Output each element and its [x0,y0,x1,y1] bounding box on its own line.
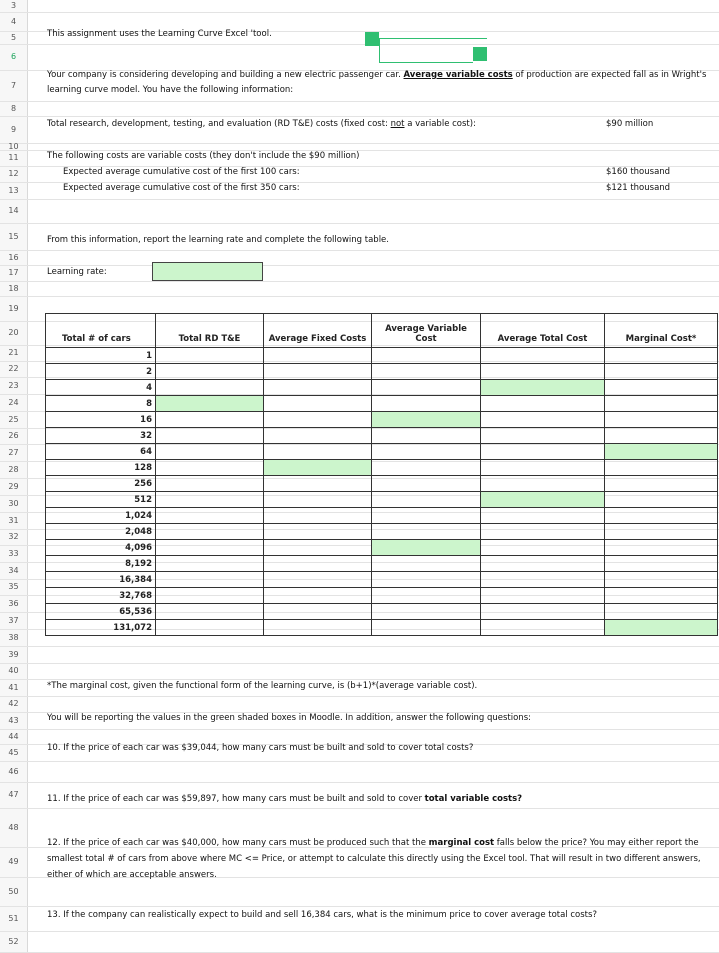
table-cell[interactable] [605,364,718,380]
table-cell[interactable] [264,604,372,620]
table-row [46,540,718,556]
row-divider [0,199,719,200]
table-cell[interactable] [156,540,264,556]
variable-cost-2-label: Expected average cumulative cost of the first 350 cars: [63,183,300,193]
row-number[interactable]: 30 [8,498,19,508]
table-cell[interactable] [481,620,605,636]
row-number[interactable]: 38 [8,632,19,642]
table-cell[interactable] [372,460,481,476]
table-cell[interactable] [372,604,481,620]
cost-table [45,313,718,636]
table-cell[interactable] [264,380,372,396]
table-cell[interactable] [481,588,605,604]
table-cell[interactable] [156,588,264,604]
table-cell[interactable] [156,524,264,540]
table-cell[interactable] [264,524,372,540]
row-divider [0,265,719,266]
answer-cell[interactable] [605,620,718,636]
row-divider [0,761,719,762]
column-header: Average Total Cost [481,314,605,348]
answer-cell[interactable] [372,540,481,556]
table-cell[interactable] [264,396,372,412]
row-number[interactable]: 14 [8,206,19,215]
table-cell[interactable] [481,604,605,620]
table-cell[interactable] [156,604,264,620]
table-cell[interactable] [156,556,264,572]
answer-cell[interactable] [156,396,264,412]
table-cell[interactable] [264,588,372,604]
table-row [46,348,718,364]
table-cell[interactable] [156,428,264,444]
row-number[interactable]: 51 [8,913,19,923]
row-number[interactable]: 27 [8,447,19,457]
table-row [46,572,718,588]
table-cell[interactable] [605,524,718,540]
table-row [46,620,718,636]
row-divider [0,223,719,224]
row-number[interactable]: 25 [8,414,19,424]
row-number[interactable]: 15 [8,231,19,241]
row-number[interactable]: 39 [8,649,19,659]
row-divider [0,679,719,680]
cars-cell: 2,048 [46,524,156,540]
cars-cell: 4 [46,380,156,396]
row-number[interactable]: 37 [8,615,19,625]
table-cell[interactable] [481,396,605,412]
row-number[interactable]: 47 [8,790,19,799]
row-divider [0,729,719,730]
row-number[interactable]: 43 [8,715,19,725]
column-header: Marginal Cost* [605,314,718,348]
table-cell[interactable] [264,444,372,460]
cars-cell: 32 [46,428,156,444]
question-10: 10. If the price of each car was $39,044, how many cars must be built and sold to cover total costs? [47,743,474,753]
row-number[interactable]: 3 [10,1,17,10]
table-cell[interactable] [605,476,718,492]
row-number[interactable]: 20 [8,328,19,337]
table-cell[interactable] [372,588,481,604]
cars-cell: 65,536 [46,604,156,620]
column-header: Average Fixed Costs [264,314,372,348]
table-cell[interactable] [264,348,372,364]
table-cell[interactable] [481,428,605,444]
row-number[interactable]: 34 [8,565,19,575]
table-row [46,492,718,508]
table-cell[interactable] [372,492,481,508]
cars-cell: 128 [46,460,156,476]
table-row [46,588,718,604]
fixed-cost-value: $90 million [606,119,654,129]
row-number[interactable]: 48 [8,822,19,832]
table-cell[interactable] [481,524,605,540]
row-number[interactable]: 32 [8,532,19,541]
row-number[interactable]: 41 [8,682,19,692]
table-cell[interactable] [372,428,481,444]
row-number[interactable]: 11 [8,153,19,162]
table-cell[interactable] [156,412,264,428]
table-cell[interactable] [372,380,481,396]
row-number[interactable]: 26 [8,431,19,440]
reporting-note: You will be reporting the values in the green shaded boxes in Moodle. In addition, answer the following questions: [47,713,531,723]
variable-cost-1-label: Expected average cumulative cost of the first 100 cars: [63,167,300,177]
row-number[interactable]: 12 [8,169,19,178]
table-cell[interactable] [481,476,605,492]
cars-cell: 2 [46,364,156,380]
variable-cost-intro: The following costs are variable costs (they don't include the $90 million) [47,151,360,161]
cars-cell: 131,072 [46,620,156,636]
table-cell[interactable] [264,412,372,428]
question-12: 12. If the price of each car was $40,000, how many cars must be produced such that the marginal cost falls below the price? You may either report the smallest total # of cars from above where MC <= Price, or attempt to calculate this directly using the Excel tool. That will result in two different answers, either of which are acceptable answers. [47,838,701,880]
row-number[interactable]: 45 [8,747,19,757]
row-divider [0,250,719,251]
table-row [46,524,718,540]
row-number[interactable]: 28 [8,464,19,474]
table-cell[interactable] [372,444,481,460]
table-cell[interactable] [264,476,372,492]
table-row [46,412,718,428]
row-number[interactable]: 8 [10,103,17,113]
cars-cell: 32,768 [46,588,156,604]
cars-cell: 4,096 [46,540,156,556]
row-divider [0,931,719,932]
row-divider [0,281,719,282]
table-cell[interactable] [264,428,372,444]
answer-cell[interactable] [372,412,481,428]
table-cell[interactable] [605,428,718,444]
table-row [46,380,718,396]
table-cell[interactable] [156,476,264,492]
table-cell[interactable] [264,572,372,588]
row-divider [0,143,719,144]
cars-cell: 16 [46,412,156,428]
row-divider [0,696,719,697]
cars-cell: 512 [46,492,156,508]
table-cell[interactable] [605,540,718,556]
question-13: 13. If the company can realistically expect to build and sell 16,384 cars, what is the minimum price to cover average total costs? [47,910,597,920]
table-cell[interactable] [481,460,605,476]
table-cell[interactable] [156,572,264,588]
row-number[interactable]: 17 [8,268,19,277]
row-number[interactable]: 4 [10,16,17,26]
table-cell[interactable] [372,524,481,540]
row-number[interactable]: 10 [8,141,19,151]
cars-cell: 256 [46,476,156,492]
table-cell[interactable] [264,540,372,556]
table-cell[interactable] [372,572,481,588]
row-divider [0,12,719,13]
row-number[interactable]: 6 [10,52,17,61]
row-number[interactable]: 46 [8,766,19,776]
cars-cell: 8 [46,396,156,412]
table-row [46,364,718,380]
table-cell[interactable] [605,588,718,604]
row-number[interactable]: 49 [8,857,19,866]
answer-cell[interactable] [264,460,372,476]
row-number[interactable]: 21 [8,348,19,357]
table-cell[interactable] [264,556,372,572]
table-cell[interactable] [481,540,605,556]
table-row [46,444,718,460]
variable-cost-2-value: $121 thousand [606,183,671,193]
row-number[interactable]: 13 [8,185,19,195]
table-row [46,428,718,444]
table-cell[interactable] [605,348,718,364]
row-number[interactable]: 40 [8,666,19,675]
column-header: Average Variable Cost [372,314,481,348]
row-divider [0,296,719,297]
answer-cell[interactable] [481,492,605,508]
cars-cell: 1,024 [46,508,156,524]
fixed-cost-label: Total research, development, testing, and evaluation (RD T&E) costs (fixed cost: not a variable cost): [47,119,476,129]
table-cell[interactable] [156,620,264,636]
column-header: Total # of cars [46,314,156,348]
row-divider [0,116,719,117]
row-number[interactable]: 7 [10,80,17,90]
footnote: *The marginal cost, given the functional form of the learning curve, is (b+1)*(average variable cost). [47,681,478,691]
paragraph-intro: Your company is considering developing and building a new electric passenger car. Average variable costs of production are expected fall as in Wright's learning curve model. You have the following information: [47,70,707,95]
table-cell[interactable] [605,380,718,396]
table-cell[interactable] [264,508,372,524]
row-number[interactable]: 42 [8,699,19,708]
table-row [46,556,718,572]
cars-cell: 64 [46,444,156,460]
row-number[interactable]: 23 [8,380,19,390]
table-header-row [46,314,718,348]
table-cell[interactable] [481,508,605,524]
table-row [46,508,718,524]
row-number[interactable]: 5 [10,32,17,42]
table-cell[interactable] [156,444,264,460]
table-cell[interactable] [605,492,718,508]
table-cell[interactable] [481,348,605,364]
table-cell[interactable] [605,508,718,524]
cars-cell: 16,384 [46,572,156,588]
row-number[interactable]: 18 [8,283,19,293]
table-cell[interactable] [156,380,264,396]
row-divider [0,44,719,45]
table-row [46,396,718,412]
table-cell[interactable] [481,412,605,428]
question-11: 11. If the price of each car was $59,897, how many cars must be built and sold to cover total variable costs? [47,794,523,804]
cars-cell: 8,192 [46,556,156,572]
row-number[interactable]: 19 [8,303,19,313]
table-cell[interactable] [481,444,605,460]
table-cell[interactable] [156,364,264,380]
table-row [46,476,718,492]
report-instruction: From this information, report the learning rate and complete the following table. [47,235,389,245]
row-divider [0,906,719,907]
table-cell[interactable] [372,396,481,412]
row-number[interactable]: 31 [8,515,19,525]
row-number[interactable]: 52 [8,936,19,946]
table-cell[interactable] [372,364,481,380]
learning-rate-input[interactable] [152,262,263,281]
table-cell[interactable] [156,508,264,524]
row-number[interactable]: 16 [8,252,19,262]
row-number[interactable]: 29 [8,481,19,491]
row-divider [0,808,719,809]
table-cell[interactable] [481,556,605,572]
row-divider [0,101,719,102]
table-cell[interactable] [372,556,481,572]
table-cell[interactable] [605,556,718,572]
variable-cost-1-value: $160 thousand [606,167,671,177]
table-row [46,460,718,476]
row-number[interactable]: 22 [8,364,19,373]
cars-cell: 1 [46,348,156,364]
table-cell[interactable] [481,364,605,380]
table-cell[interactable] [605,412,718,428]
row-divider [0,782,719,783]
table-cell[interactable] [264,620,372,636]
table-cell[interactable] [372,508,481,524]
table-cell[interactable] [605,396,718,412]
row-number[interactable]: 33 [8,548,19,558]
intro-text: This assignment uses the Learning Curve Excel 'tool. [47,29,272,39]
learning-rate-label: Learning rate: [47,267,107,277]
column-header: Total RD T&E [156,314,264,348]
row-number[interactable]: 44 [8,731,19,741]
table-cell[interactable] [156,460,264,476]
answer-cell[interactable] [605,444,718,460]
table-cell[interactable] [264,364,372,380]
table-row [46,604,718,620]
table-cell[interactable] [372,348,481,364]
table-cell[interactable] [481,572,605,588]
row-divider [0,663,719,664]
table-cell[interactable] [264,492,372,508]
table-cell[interactable] [156,492,264,508]
table-cell[interactable] [605,460,718,476]
row-number[interactable]: 36 [8,598,19,608]
row-number[interactable]: 35 [8,582,19,591]
table-cell[interactable] [605,604,718,620]
table-cell[interactable] [372,476,481,492]
row-number[interactable]: 24 [8,397,19,407]
row-divider [0,646,719,647]
row-number[interactable]: 50 [8,886,19,896]
table-cell[interactable] [156,348,264,364]
answer-cell[interactable] [481,380,605,396]
row-number[interactable]: 9 [10,124,17,134]
table-cell[interactable] [372,620,481,636]
table-cell[interactable] [605,572,718,588]
